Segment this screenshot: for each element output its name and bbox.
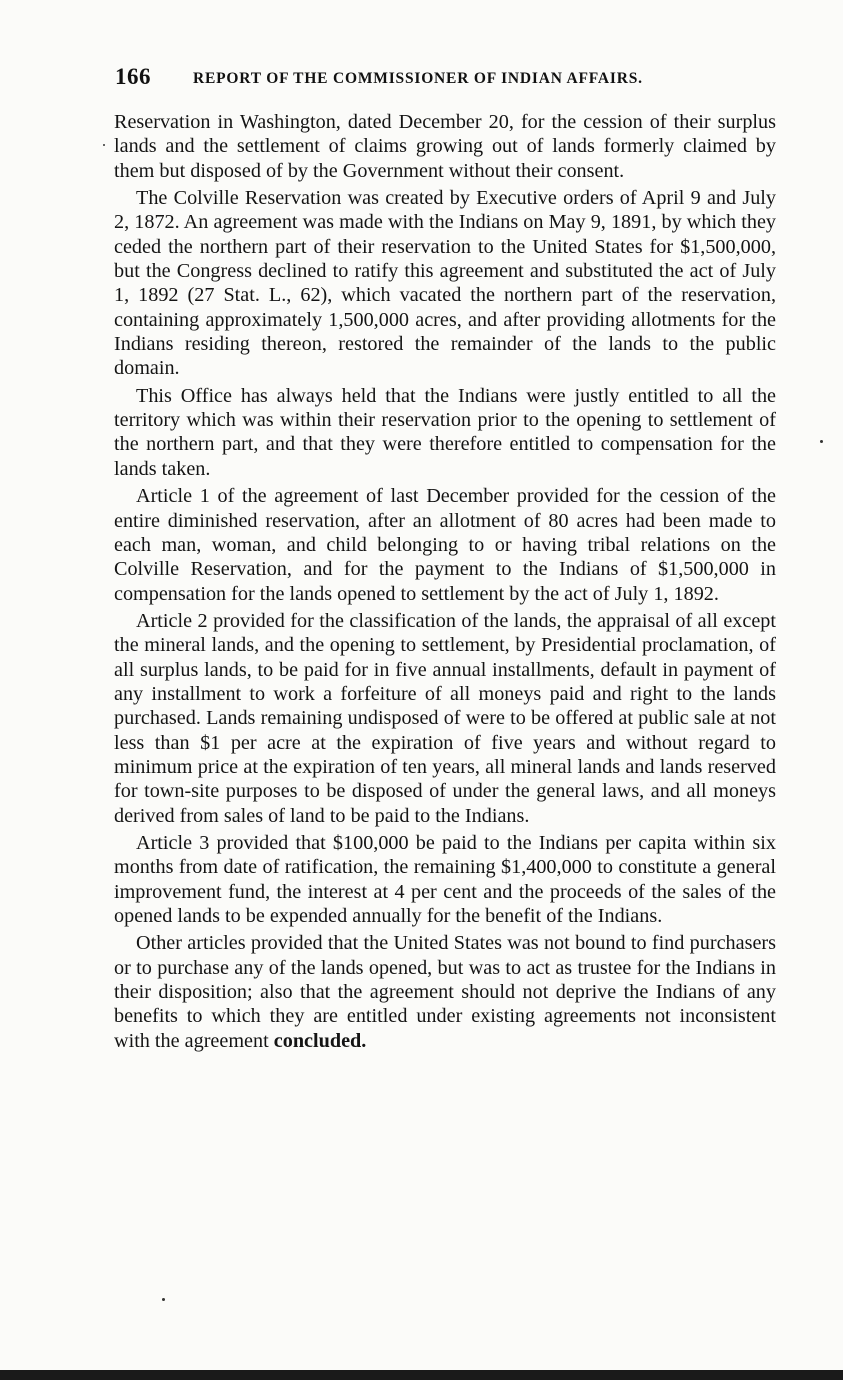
paragraph-colville-history: The Colville Reservation was created by Executive orders of April 9 and July 2, 1872. An agreement was made with the Indians on May 9, 1891, by which they ceded the northern part of their reservation to the United States for $1,500,000, but the Congress declined to ratify this agreement and substituted the act of July 1, 1892 (27 Stat. L., 62), which vacated the northern part of the reservation, containing approximately 1,500,000 acres, and after providing allotments for the Indians residing thereon, restored the remainder of the lands to the public domain.	[114, 187, 776, 380]
running-title: REPORT OF THE COMMISSIONER OF INDIAN AFFAIRS.	[193, 70, 643, 87]
scan-bottom-edge	[0, 1370, 843, 1380]
page-number: 166	[115, 64, 151, 89]
body-text	[114, 110, 776, 1053]
paragraph-article-2: Article 2 provided for the classification of the lands, the appraisal of all except the mineral lands, and the opening to settlement, by Presidential proclamation, of all surplus lands, to be paid for in five annual installments, default in payment of any installment to work a forfeiture of all moneys paid and right to the lands purchased. Lands remaining undisposed of were to be offered at public sale at not less than $1 per acre at the expiration of five years and without regard to minimum price at the expiration of ten years, all mineral lands and lands reserved for town-site purposes to be disposed of under the general laws, and all moneys derived from sales of land to be paid to the Indians.	[114, 609, 776, 827]
paragraph-continuation: Reservation in Washington, dated December 20, for the cession of their surplus lands and the settlement of claims growing out of lands formerly claimed by them but disposed of by the Government without their consent.	[114, 111, 776, 182]
paragraph-article-3: Article 3 provided that $100,000 be paid to the Indians per capita within six months from date of ratification, the remaining $1,400,000 to constitute a general improvement fund, the interest at 4 per cent and the proceeds of the sales of the opened lands to be expended annually for the benefit of the Indians.	[114, 831, 776, 927]
paragraph-other-articles	[114, 931, 776, 1053]
print-speck	[162, 1298, 165, 1301]
paragraph-other-articles-text: Other articles provided that the United States was not bound to find purchasers or to purchase any of the lands opened, but was to act as trustee for the Indians in their disposition; also that the agreement should not deprive the Indians of any benefits to which they are entitled under existing agreements not inconsistent with the agreement	[114, 932, 776, 1052]
closing-word: concluded.	[273, 1029, 367, 1052]
paragraph-article-1: Article 1 of the agreement of last December provided for the cession of the entire diminished reservation, after an allotment of 80 acres had been made to each man, woman, and child belonging to or having tribal relations on the Colville Reservation, and for the payment to the Indians of $1,500,000 in compensation for the lands opened to settlement by the act of July 1, 1892.	[114, 485, 776, 605]
paragraph-office-position: This Office has always held that the Indians were justly entitled to all the territory which was within their reservation prior to the opening to settlement of the northern part, and that they were therefore entitled to compensation for the lands taken.	[114, 384, 776, 480]
page-header	[115, 64, 775, 90]
print-speck	[103, 144, 105, 146]
print-speck	[820, 440, 823, 443]
